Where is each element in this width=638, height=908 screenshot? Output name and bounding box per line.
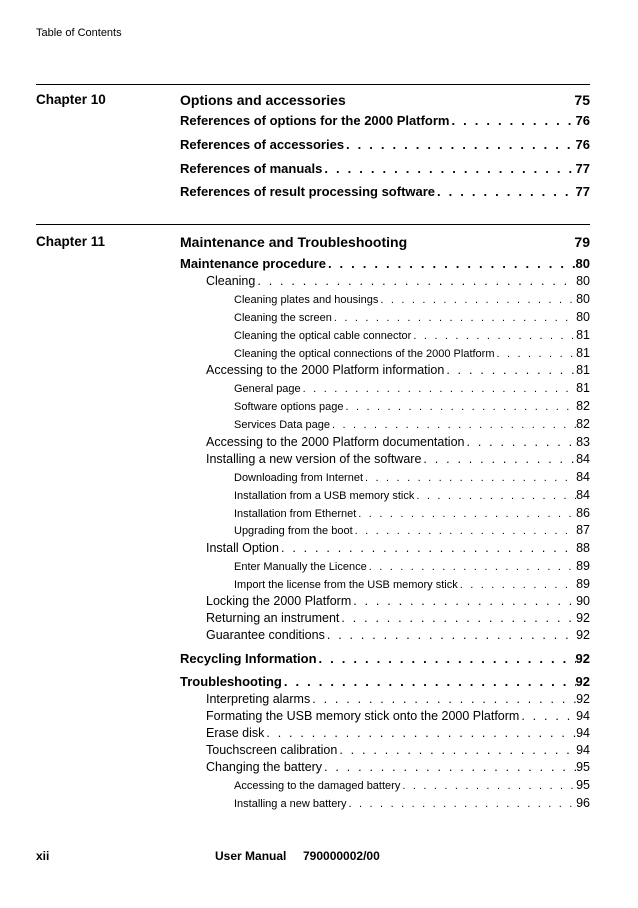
toc-entry-title: Cleaning the optical cable connector [234, 330, 412, 342]
toc-entry-title: General page [234, 383, 301, 395]
toc-entry-page: 92 [576, 611, 590, 625]
toc-entry-page: 81 [576, 346, 590, 360]
dot-leader [497, 348, 577, 360]
toc-entry[interactable] [206, 363, 590, 379]
toc-entry[interactable] [206, 594, 590, 610]
toc-entry-title: Erase disk [206, 726, 265, 740]
dot-leader [324, 161, 575, 176]
dot-leader [303, 383, 576, 395]
toc-entry[interactable] [234, 470, 590, 486]
toc-entry-page: 92 [575, 674, 590, 689]
toc-entry[interactable] [180, 651, 590, 667]
toc-entry[interactable] [234, 292, 590, 308]
toc-entry-title: Accessing to the 2000 Platform information [206, 363, 445, 377]
toc-entry[interactable] [206, 274, 590, 290]
toc-entry-page: 76 [575, 113, 590, 128]
toc-entry-page: 94 [576, 726, 590, 740]
dot-leader [369, 561, 576, 573]
toc-entry-page: 90 [576, 594, 590, 608]
toc-entry[interactable] [234, 310, 590, 326]
toc-entry-page: 80 [576, 292, 590, 306]
toc-entry-title: Installing a new version of the software [206, 452, 422, 466]
toc-entry-page: 92 [575, 651, 590, 666]
toc-entry[interactable] [234, 399, 590, 415]
toc-entry-page: 83 [576, 435, 590, 449]
chapter-10-page: 75 [574, 92, 590, 108]
toc-entry-page: 84 [576, 488, 590, 502]
toc-entry[interactable] [234, 506, 590, 522]
toc-entry-title: Cleaning the screen [234, 312, 332, 324]
toc-entry-page: 88 [576, 541, 590, 555]
toc-entry[interactable] [206, 435, 590, 451]
chapter-11-title-row [180, 234, 590, 250]
toc-entry-title: Returning an instrument [206, 611, 340, 625]
toc-entry-page: 80 [575, 256, 590, 271]
toc-entry-page: 92 [576, 628, 590, 642]
toc-entry[interactable] [206, 541, 590, 557]
toc-entry[interactable] [234, 488, 590, 504]
dot-leader [466, 435, 576, 449]
footer-doc-number: 790000002/00 [303, 849, 380, 863]
toc-entry-page: 95 [576, 760, 590, 774]
toc-entry-page: 81 [576, 328, 590, 342]
dot-leader [437, 184, 576, 199]
toc-entry-title: References of result processing software [180, 184, 436, 199]
dot-leader [413, 330, 576, 342]
footer-manual-title: User Manual [215, 849, 287, 863]
dot-leader [353, 594, 576, 608]
dot-leader [328, 256, 576, 271]
dot-leader [324, 760, 576, 774]
toc-entry-title: Upgrading from the boot [234, 525, 353, 537]
toc-entry-page: 95 [576, 778, 590, 792]
toc-entry-page: 80 [576, 274, 590, 288]
toc-entry-page: 94 [576, 709, 590, 723]
toc-entry[interactable] [234, 559, 590, 575]
toc-entry-title: Services Data page [234, 419, 330, 431]
toc-entry-page: 96 [576, 796, 590, 810]
toc-entry[interactable] [180, 113, 590, 129]
toc-entry[interactable] [180, 137, 590, 153]
toc-entry[interactable] [234, 577, 590, 593]
toc-entry[interactable] [234, 328, 590, 344]
footer-page-number: xii [36, 849, 50, 863]
dot-leader [402, 780, 576, 792]
dot-leader [451, 113, 575, 128]
running-header: Table of Contents [36, 27, 122, 39]
toc-entry[interactable] [206, 692, 590, 708]
chapter-11-rule [36, 224, 590, 225]
toc-entry-title: Locking the 2000 Platform [206, 594, 352, 608]
dot-leader [358, 508, 576, 520]
toc-entry-title: Troubleshooting [180, 674, 282, 689]
toc-entry[interactable] [206, 760, 590, 776]
toc-entry-page: 89 [576, 559, 590, 573]
chapter-10-rule [36, 84, 590, 85]
toc-entry-title: References of options for the 2000 Platform [180, 113, 450, 128]
chapter-11-label: Chapter 11 [36, 234, 106, 249]
toc-entry-title: Cleaning [206, 274, 256, 288]
chapter-10-label: Chapter 10 [36, 92, 106, 107]
chapter-11-page: 79 [574, 234, 590, 250]
toc-entry[interactable] [206, 726, 590, 742]
chapter-10-title: Options and accessories [180, 92, 346, 108]
toc-entry[interactable] [234, 796, 590, 812]
dot-leader [341, 611, 576, 625]
dot-leader [346, 137, 575, 152]
toc-entry-title: Maintenance procedure [180, 256, 326, 271]
toc-entry[interactable] [206, 628, 590, 644]
toc-entry-page: 77 [575, 184, 590, 199]
dot-leader [327, 628, 576, 642]
chapter-10-title-row [180, 92, 590, 108]
toc-entry-title: Import the license from the USB memory stick [234, 579, 458, 591]
toc-entry[interactable] [234, 523, 590, 539]
toc-entry[interactable] [206, 611, 590, 627]
toc-entry-title: Downloading from Internet [234, 472, 364, 484]
toc-entry-page: 81 [576, 363, 590, 377]
toc-entry-title: Installing a new battery [234, 798, 347, 810]
toc-entry-title: Cleaning plates and housings [234, 294, 379, 306]
dot-leader [334, 312, 576, 324]
dot-leader [349, 798, 577, 810]
toc-entry-page: 84 [576, 452, 590, 466]
toc-entry[interactable] [206, 452, 590, 468]
dot-leader [281, 541, 576, 555]
toc-entry[interactable] [206, 743, 590, 759]
dot-leader [521, 709, 576, 723]
toc-entry-page: 76 [575, 137, 590, 152]
toc-entry-title: Interpreting alarms [206, 692, 311, 706]
dot-leader [284, 674, 576, 689]
toc-entry-page: 89 [576, 577, 590, 591]
chapter-11-title: Maintenance and Troubleshooting [180, 234, 408, 250]
toc-entry-page: 82 [576, 417, 590, 431]
toc-entry-title: Cleaning the optical connections of the 2000 Platform [234, 348, 495, 360]
toc-entry-page: 92 [576, 692, 590, 706]
toc-entry-page: 84 [576, 470, 590, 484]
dot-leader [446, 363, 576, 377]
toc-entry[interactable] [180, 256, 590, 272]
toc-entry-title: Changing the battery [206, 760, 323, 774]
toc-entry[interactable] [180, 161, 590, 177]
toc-entry[interactable] [180, 184, 590, 200]
toc-entry-page: 86 [576, 506, 590, 520]
dot-leader [416, 490, 576, 502]
dot-leader [339, 743, 576, 757]
toc-entry-title: Guarantee conditions [206, 628, 325, 642]
toc-entry-page: 81 [576, 381, 590, 395]
dot-leader [423, 452, 576, 466]
toc-entry[interactable] [234, 381, 590, 397]
toc-entry[interactable] [206, 709, 590, 725]
toc-entry[interactable] [180, 674, 590, 690]
dot-leader [355, 525, 576, 537]
dot-leader [345, 401, 576, 413]
toc-entry-page: 77 [575, 161, 590, 176]
toc-entry-title: Software options page [234, 401, 344, 413]
toc-entry[interactable] [234, 417, 590, 433]
toc-entry-title: Accessing to the damaged battery [234, 780, 401, 792]
toc-entry-page: 94 [576, 743, 590, 757]
dot-leader [266, 726, 576, 740]
toc-entry-title: Install Option [206, 541, 279, 555]
dot-leader [312, 692, 576, 706]
dot-leader [319, 651, 576, 666]
toc-entry-title: References of accessories [180, 137, 345, 152]
toc-entry[interactable] [234, 346, 590, 362]
toc-entry-page: 82 [576, 399, 590, 413]
dot-leader [257, 274, 576, 288]
toc-entry-title: Touchscreen calibration [206, 743, 338, 757]
toc-entry-page: 87 [576, 523, 590, 537]
toc-entry-title: Recycling Information [180, 651, 317, 666]
dot-leader [332, 419, 576, 431]
toc-entry-title: Accessing to the 2000 Platform documentation [206, 435, 465, 449]
dot-leader [460, 579, 576, 591]
toc-entry-page: 80 [576, 310, 590, 324]
toc-entry-title: References of manuals [180, 161, 323, 176]
toc-entry-title: Enter Manually the Licence [234, 561, 367, 573]
toc-entry-title: Installation from Ethernet [234, 508, 357, 520]
toc-entry-title: Installation from a USB memory stick [234, 490, 415, 502]
dot-leader [380, 294, 576, 306]
toc-entry[interactable] [234, 778, 590, 794]
dot-leader [365, 472, 576, 484]
toc-entry-title: Formating the USB memory stick onto the 2000 Platform [206, 709, 520, 723]
